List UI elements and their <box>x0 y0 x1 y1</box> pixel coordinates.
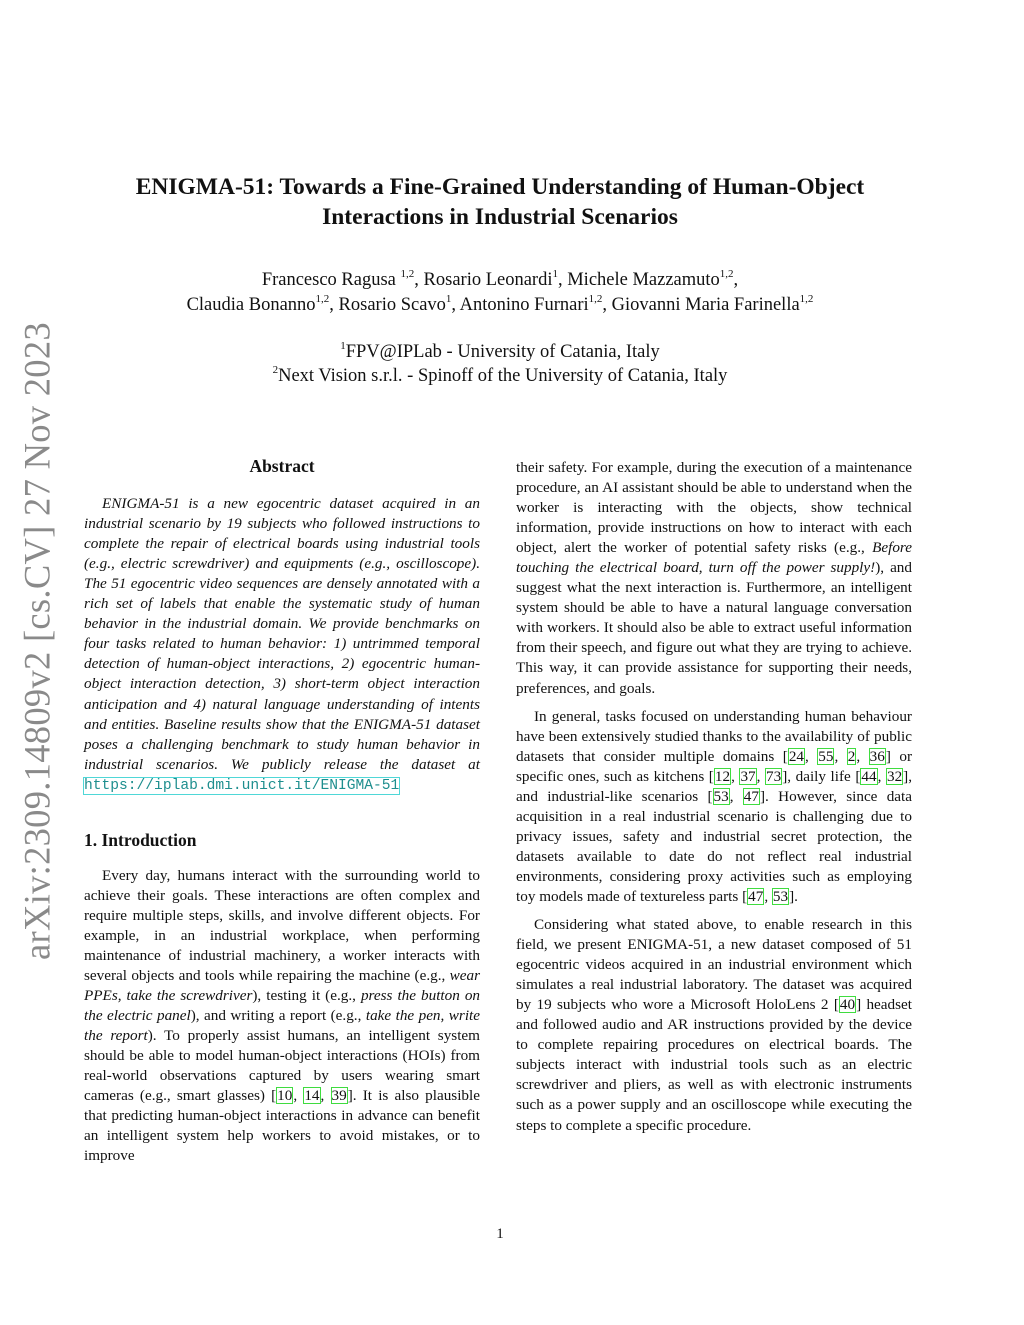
author-affiliation-mark: 1,2 <box>588 292 603 305</box>
introduction-paragraph-1: Every day, humans interact with the surrounding world to achieve their goals. These interactions are often complex and require multiple steps, skills, and involve different objects. For example, in an industrial workplace, when performing maintenance of industrial machinery, a worker interacts with several objects and tools while repairing the machine (e.g., wear PPEs, take the screwdriver), testing it (e.g., press the button on the electric panel), and writing a report (e.g., take the pen, write the report). To properly assist humans, an intelligent system should be able to model human-object interactions (HOIs) from real-world observations captured by users wearing smart cameras (e.g., smart glasses) [10, 14, 39]. It is also plausible that predicting human-object interactions in advance can benefit an intelligent system help workers to avoid mistakes, or to improve <box>84 866 481 1165</box>
paragraph-text: ]. However, since data acquisition in a real industrial scenario is challenging due to privacy issues, safety and industrial secret protection, the datasets available to date do not reflect real industrial environments, considering proxy activities such as employing toy models made of textureless parts [ <box>516 787 912 905</box>
paragraph-text: ), and writing a report (e.g., <box>190 1007 362 1025</box>
affiliation-text: Next Vision s.r.l. - Spinoff of the University of Catania, Italy <box>278 366 728 386</box>
citation-link[interactable]: 39 <box>331 1087 347 1105</box>
citation-link[interactable]: 44 <box>861 767 877 785</box>
affiliation-list <box>100 340 900 388</box>
author-name: Francesco Ragusa <box>261 270 396 290</box>
paragraph-text: ), testing it (e.g., <box>252 987 356 1005</box>
citation-link[interactable]: 40 <box>839 996 856 1014</box>
citation-link[interactable]: 10 <box>277 1087 293 1105</box>
affiliation-2 <box>100 364 900 388</box>
affiliation-number: 2 <box>272 363 279 376</box>
title-line-1: ENIGMA-51: Towards a Fine-Grained Understanding of Human-Object <box>135 174 865 200</box>
example-warning: Before touching the electrical board, turn off the power supply! <box>516 539 912 577</box>
author-affiliation-mark: 1 <box>445 292 452 305</box>
citation-link[interactable]: 73 <box>766 767 782 785</box>
author-name: Claudia Bonanno <box>186 295 316 315</box>
paragraph-text: In general, tasks focused on understanding human behaviour have been extensively studied thanks to the availability of public datasets that consider multiple domains [ <box>516 707 912 765</box>
author-affiliation-mark: 1,2 <box>315 292 330 305</box>
page-number: 1 <box>496 1226 504 1242</box>
author-name: Giovanni Maria Farinella <box>611 295 800 315</box>
citation-link[interactable]: 37 <box>740 767 756 785</box>
citation-link[interactable]: 55 <box>818 747 834 765</box>
author-list <box>100 268 900 318</box>
dataset-url-link[interactable]: https://iplab.dmi.unict.it/ENIGMA-51 <box>84 777 400 794</box>
title-line-2: Interactions in Industrial Scenarios <box>322 204 678 230</box>
right-column <box>516 458 912 1144</box>
paragraph-text: ]. It is also plausible that predicting human-object interactions in advance can benefit an intelligent system help workers to avoid mistakes, or to improve <box>84 1087 480 1165</box>
author-name: Rosario Scavo <box>338 295 446 315</box>
paragraph-text: Every day, humans interact with the surrounding world to achieve their goals. These interactions are often complex and require multiple steps, skills, and involve different objects. For example, in an industrial workplace, when performing maintenance of industrial machinery, a worker interacts with several objects and tools while repairing the machine (e.g., <box>84 866 480 985</box>
author-affiliation-mark: 1,2 <box>799 292 814 305</box>
paragraph-text: Considering what stated above, to enable research in this field, we present ENIGMA-51, a new dataset composed of 51 egocentric videos acquired in an industrial environment which simulates a real industrial laboratory. The dataset was acquired by 19 subjects who wore a Microsoft HoloLens 2 [ <box>516 916 912 1014</box>
affiliation-text: FPV@IPLab - University of Catania, Italy <box>345 342 660 362</box>
citation-link[interactable]: 32 <box>886 767 903 785</box>
left-column <box>84 456 480 1175</box>
citation-link[interactable]: 47 <box>743 787 759 805</box>
arxiv-identifier: arXiv:2309.14809v2 [cs.CV] 27 Nov 2023 <box>16 322 58 960</box>
author-affiliation-mark: 1 <box>552 267 558 280</box>
affiliation-1 <box>100 340 900 364</box>
citation-link[interactable]: 12 <box>714 767 731 785</box>
citation-link[interactable]: 14 <box>304 1087 320 1105</box>
paragraph-text: ). To properly assist humans, an intelligent system should be able to model human-object interactions (HOIs) from real-world observations captured by users wearing smart cameras (e.g., smart glasses) [ <box>84 1027 480 1105</box>
paragraph-text: ]. <box>789 887 798 905</box>
citation-link[interactable]: 53 <box>713 787 729 805</box>
citation-link[interactable]: 2 <box>847 747 856 765</box>
paper-title <box>100 172 900 232</box>
author-line-1: Francesco Ragusa $^{1,2}$, Rosario Leonardi$^1$, Michele Mazzamuto$^{1,2}$, <box>261 267 739 290</box>
example-actions: wear PPEs, take the screwdriver <box>84 967 481 1005</box>
introduction-paragraph-2: In general, tasks focused on understanding human behaviour have been extensively studied thanks to the availability of public datasets that consider multiple domains [24, 55, 2, 36] or specific ones, such as kitchens [12, 37, 73], daily life [44, 32], and industrial-like scenarios [53, 47]. However, since data acquisition in a real industrial scenario is challenging due to privacy issues, safety and industrial secret protection, the datasets available to date do not reflect real industrial environments, considering proxy activities such as employing toy models made of textureless parts [47, 53]. <box>516 707 913 905</box>
paragraph-text: ] headset and followed audio and AR instructions provided by the device to complete repairing procedures on electrical boards. The subjects interact with industrial tools such as an electric screwdriver and pliers, as well as with electronic instruments such as a power supply and an oscilloscope while executing the steps to complete a specific procedure. <box>516 996 912 1134</box>
citation-link[interactable]: 24 <box>788 747 805 765</box>
paragraph-text: their safety. For example, during the execution of a maintenance procedure, an AI assistant should be able to understand when the worker is interacting with the objects, show technical information, provide instructions on how to interact with each object, alert the worker of potential safety risks (e.g., <box>516 459 912 557</box>
author-line-2: Claudia Bonanno$^{1,2}$, Rosario Scavo$^1$, Antonino Furnari$^{1,2}$, Giovanni Maria Farinella$^{1,2}$ <box>186 292 814 315</box>
introduction-paragraph-1-continued <box>516 458 912 699</box>
paragraph-text: ), and suggest what the next interaction is. Furthermore, an intelligent system should be able to have a natural language conversation with workers. It should also be able to extract useful information from their speech, and figure out what they are trying to achieve. This way, it can provide assistance for supporting their needs, preferences, and goals. <box>516 559 912 697</box>
abstract-body <box>84 494 480 796</box>
citation-link[interactable]: 36 <box>869 747 885 765</box>
affiliation-number: 1 <box>340 339 346 352</box>
paragraph-text: ], daily life [ <box>782 767 861 785</box>
introduction-paragraph-3 <box>516 915 912 1136</box>
author-name: Michele Mazzamuto <box>567 270 720 290</box>
introduction-heading: 1. Introduction <box>84 829 197 850</box>
example-actions: press the button on the electric panel <box>84 987 481 1025</box>
citation-link[interactable]: 53 <box>772 887 789 905</box>
author-affiliation-mark: 1,2 <box>719 267 734 280</box>
paragraph-text: ], and industrial-like scenarios [ <box>516 767 913 805</box>
author-name: Rosario Leonardi <box>423 270 553 290</box>
abstract-text: ENIGMA-51 is a new egocentric dataset acquired in an industrial scenario by 19 subjects who followed instructions to complete the repair of electrical boards using industrial tools (e.g., electric screwdriver) and equipments (e.g., oscilloscope). The 51 egocentric video sequences are densely annotated with a rich set of labels that enable the systematic study of human behavior in the industrial domain. We provide benchmarks on four tasks related to human behavior: 1) untrimmed temporal detection of human-object interactions, 2) egocentric human-object interaction detection, 3) short-term object interaction anticipation and 4) natural language understanding of intents and entities. Baseline results show that the ENIGMA-51 dataset poses a challenging benchmark to study human behavior in industrial scenarios. We publicly release the dataset at <box>84 495 480 773</box>
author-affiliation-mark: 1,2 <box>400 267 415 280</box>
arxiv-sidebar-stamp <box>12 322 62 960</box>
example-actions: take the pen, write the report <box>84 1007 480 1045</box>
paragraph-text: ] or specific ones, such as kitchens [ <box>516 747 913 785</box>
abstract-heading: Abstract <box>249 456 315 476</box>
citation-link[interactable]: 47 <box>748 887 764 905</box>
author-name: Antonino Furnari <box>459 295 589 315</box>
